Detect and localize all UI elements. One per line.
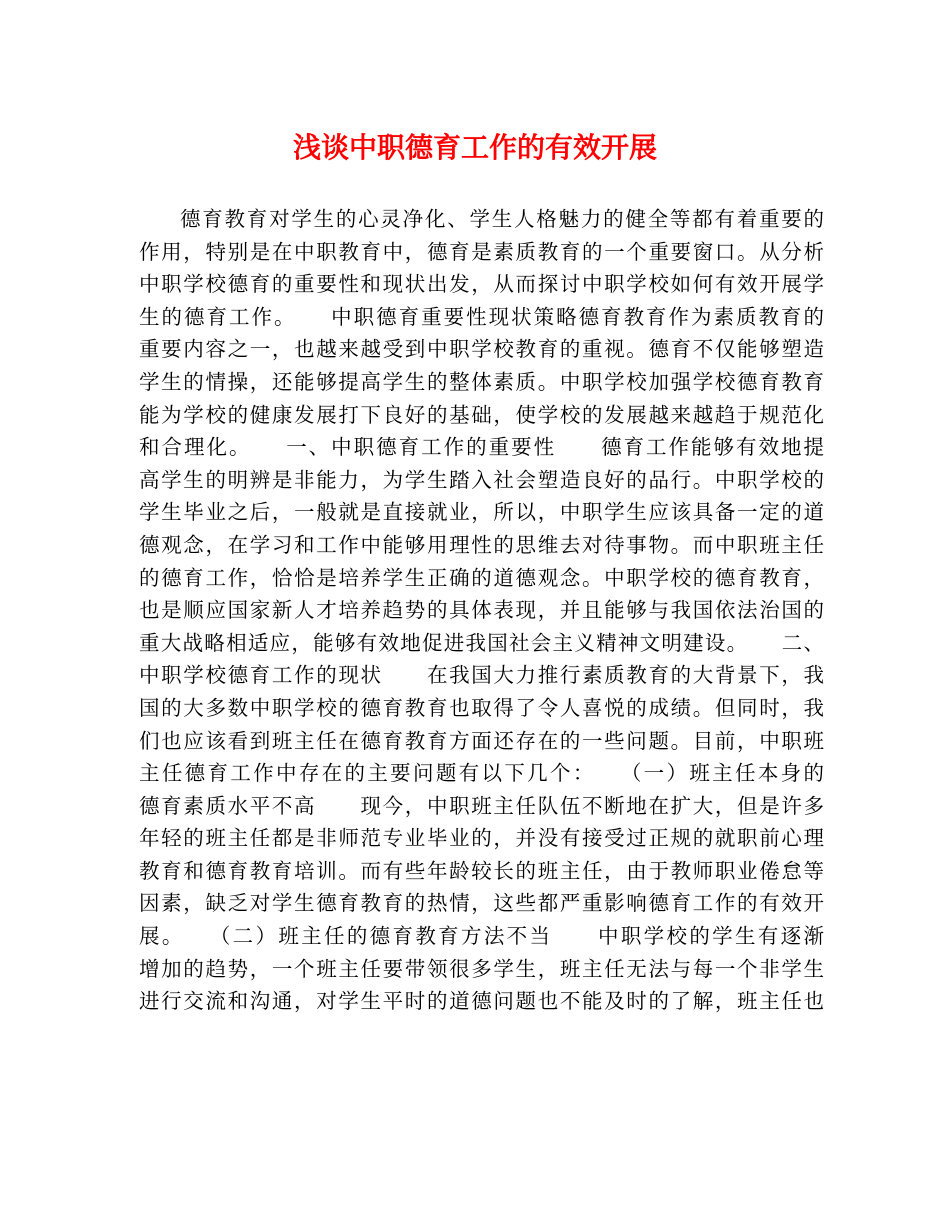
body-line: 国的大多数中职学校的德育教育也取得了令人喜悦的成绩。但同时，我: [139, 695, 824, 720]
body-line: 生的德育工作。 中职德育重要性现状策略德育教育作为素质教育的: [139, 304, 824, 329]
body-line: 重大战略相适应，能够有效地促进我国社会主义精神文明建设。 二、: [139, 630, 824, 655]
body-line: 德育素质水平不高 现今，中职班主任队伍不断地在扩大，但是许多: [139, 793, 824, 818]
body-line: 主任德育工作中存在的主要问题有以下几个： （一）班主任本身的: [139, 761, 824, 786]
body-line: 因素，缺乏对学生德育教育的热情，这些都严重影响德育工作的有效开: [139, 891, 824, 916]
body-line: 中职学校德育的重要性和现状出发，从而探讨中职学校如何有效开展学: [139, 272, 824, 297]
body-line: 高学生的明辨是非能力，为学生踏入社会塑造良好的品行。中职学校的: [139, 467, 824, 492]
body-line: 和合理化。 一、中职德育工作的重要性 德育工作能够有效地提: [139, 435, 824, 460]
body-line: 能为学校的健康发展打下良好的基础，使学校的发展越来越趋于规范化: [139, 402, 824, 427]
body-line: 作用，特别是在中职教育中，德育是素质教育的一个重要窗口。从分析: [139, 239, 824, 264]
body-line: 也是顺应国家新人才培养趋势的具体表现，并且能够与我国依法治国的: [139, 598, 824, 623]
body-line: 的德育工作，恰恰是培养学生正确的道德观念。中职学校的德育教育，: [139, 565, 824, 590]
body-line: 德观念，在学习和工作中能够用理性的思维去对待事物。而中职班主任: [139, 532, 824, 557]
body-line: 们也应该看到班主任在德育教育方面还存在的一些问题。目前，中职班: [139, 728, 824, 753]
body-line: 年轻的班主任都是非师范专业毕业的，并没有接受过正规的就职前心理: [139, 826, 824, 851]
body-line: 展。 （二）班主任的德育教育方法不当 中职学校的学生有逐渐: [139, 924, 824, 949]
document-body: [139, 203, 824, 1018]
body-line: 进行交流和沟通，对学生平时的道德问题也不能及时的了解，班主任也: [139, 989, 824, 1014]
body-line: 教育和德育教育培训。而有些年龄较长的班主任，由于教师职业倦怠等: [139, 858, 824, 883]
body-line: 重要内容之一，也越来越受到中职学校教育的重视。德育不仅能够塑造: [139, 337, 824, 362]
body-line: 增加的趋势，一个班主任要带领很多学生，班主任无法与每一个非学生: [139, 956, 824, 981]
body-line: 学生的情操，还能够提高学生的整体素质。中职学校加强学校德育教育: [139, 369, 824, 394]
body-line: 学生毕业之后，一般就是直接就业，所以，中职学生应该具备一定的道: [139, 500, 824, 525]
document-title: 浅谈中职德育工作的有效开展: [292, 131, 657, 164]
body-line: 德育教育对学生的心灵净化、学生人格魅力的健全等都有着重要的: [180, 207, 824, 231]
body-line: 中职学校德育工作的现状 在我国大力推行素质教育的大背景下，我: [139, 663, 824, 688]
